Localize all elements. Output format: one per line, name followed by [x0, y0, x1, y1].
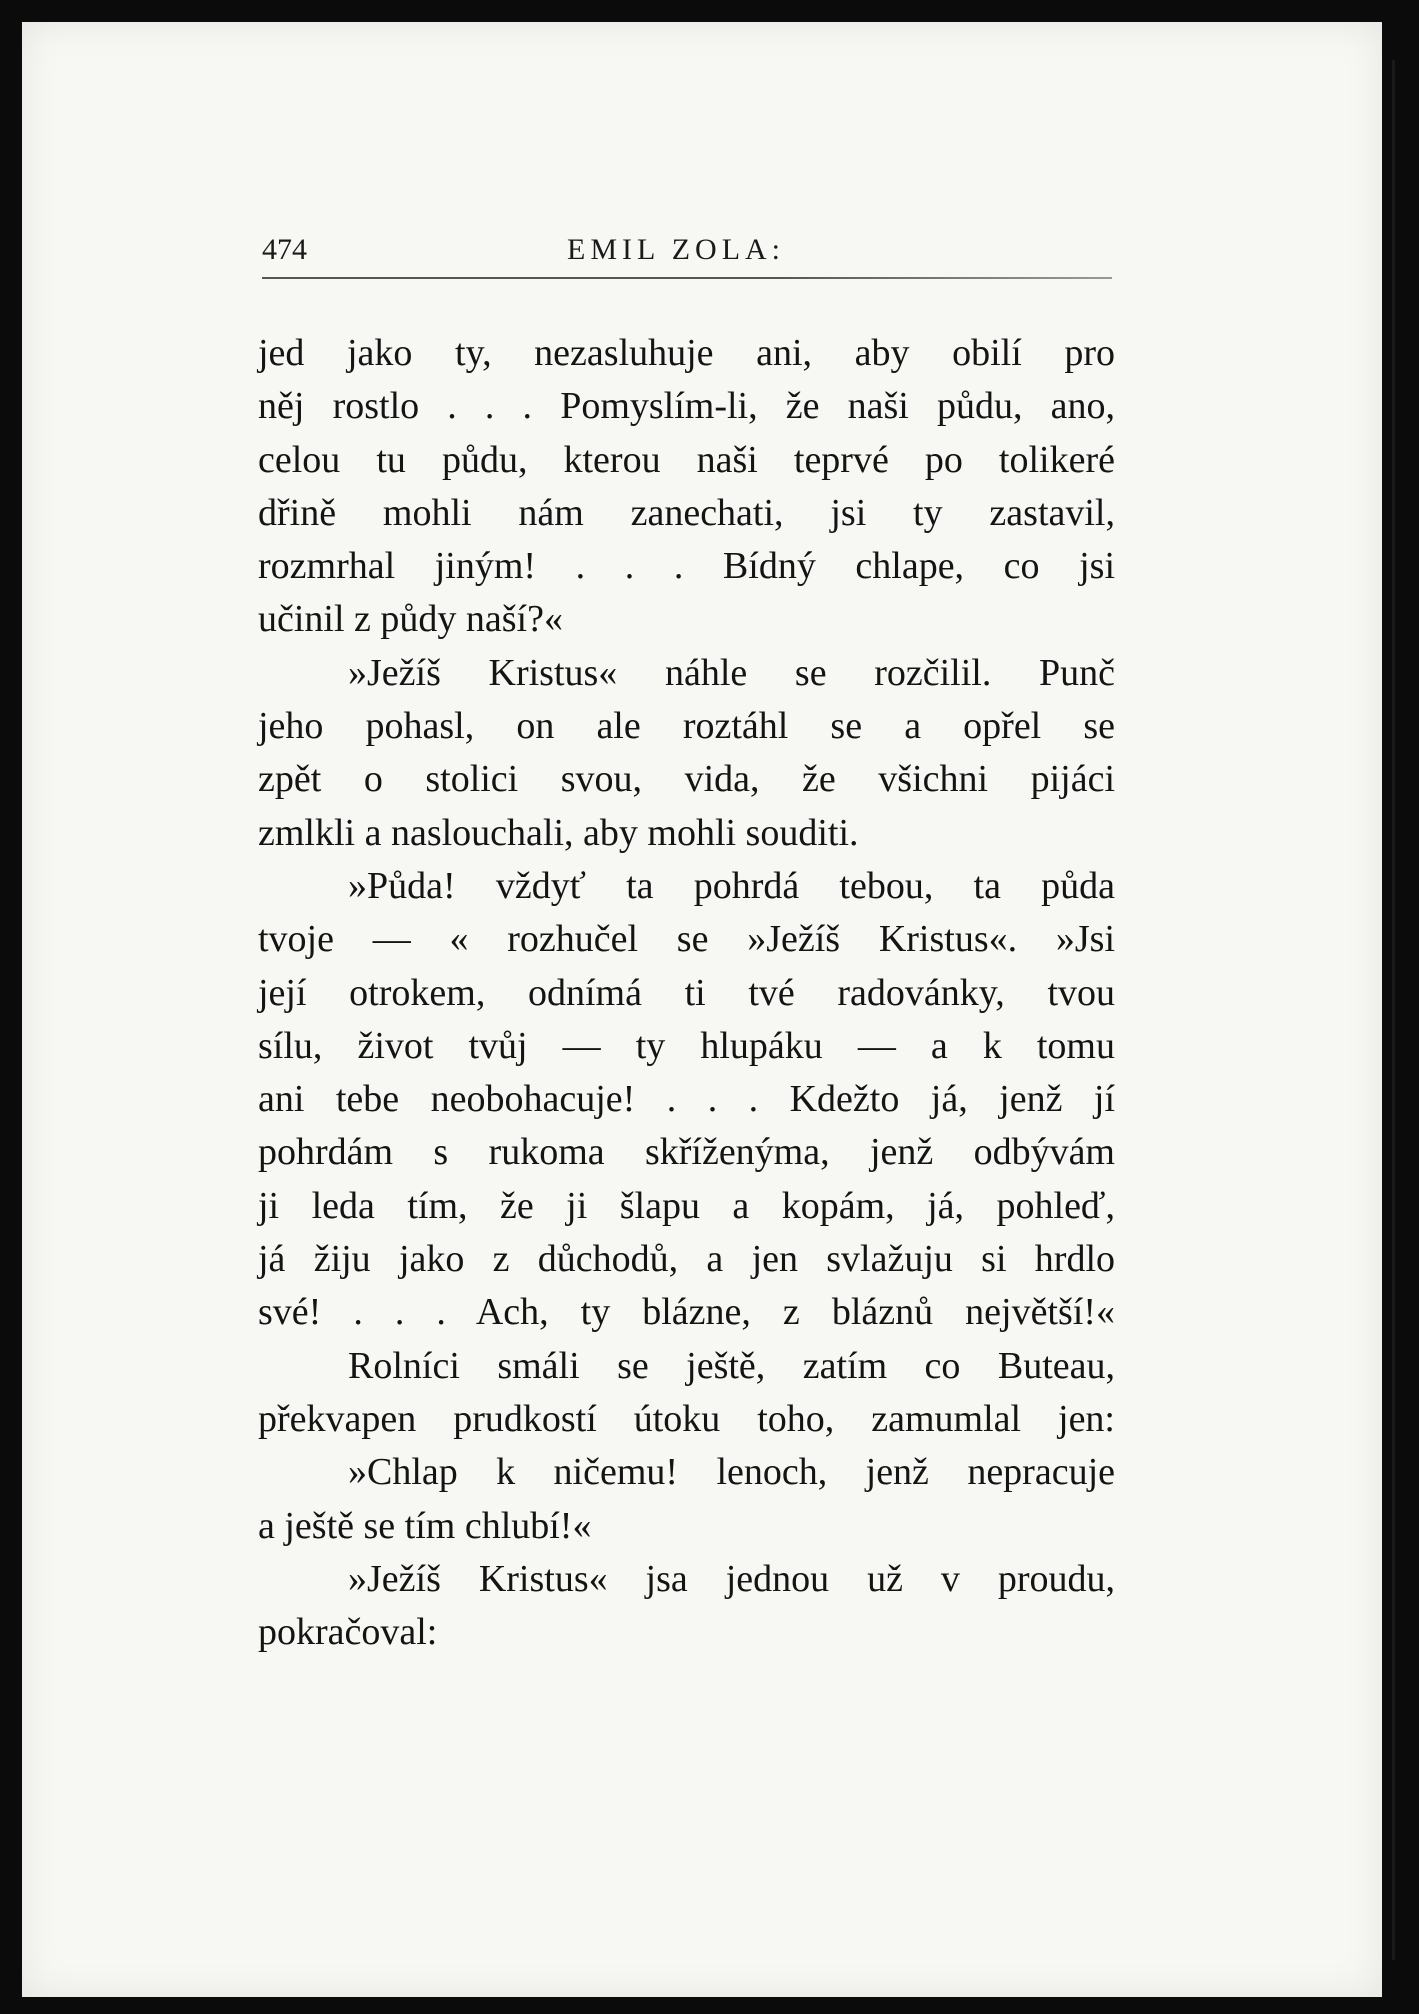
text-line: rozmrhal jiným! . . . Bídný chlape, co jsi — [258, 545, 1115, 588]
text-line: zpět o stolici svou, vida, že všichni pijáci — [258, 758, 1115, 801]
text-line: něj rostlo . . . Pomyslím-li, že naši půdu, ano, — [258, 385, 1115, 428]
body-text — [258, 327, 1115, 1659]
text-line: jeho pohasl, on ale roztáhl se a opřel se — [258, 705, 1115, 748]
scan-edge — [1392, 60, 1395, 1960]
running-title: EMIL ZOLA: — [567, 233, 786, 266]
page-header — [262, 233, 1112, 283]
text-line: »Chlap k ničemu! lenoch, jenž nepracuje — [348, 1451, 1115, 1494]
text-line: pohrdám s rukoma skříženýma, jenž odbývám — [258, 1131, 1115, 1174]
text-line: její otrokem, odnímá ti tvé radovánky, tvou — [258, 971, 1115, 1014]
text-line: ji leda tím, že ji šlapu a kopám, já, pohleď, — [258, 1184, 1115, 1227]
text-line: tvoje — « rozhučel se »Ježíš Kristus«. »Jsi — [258, 918, 1115, 961]
header-rule — [262, 277, 1112, 279]
text-line: pokračoval: — [258, 1611, 438, 1654]
text-line: »Půda! vždyť ta pohrdá tebou, ta půda — [348, 864, 1115, 907]
text-line: své! . . . Ach, ty blázne, z bláznů největší!« — [258, 1291, 1115, 1334]
text-line: »Ježíš Kristus« jsa jednou už v proudu, — [348, 1557, 1115, 1600]
text-line: dřině mohli nám zanechati, jsi ty zastavil, — [258, 491, 1115, 534]
text-line: a ještě se tím chlubí!« — [258, 1504, 592, 1547]
text-line: Rolníci smáli se ještě, zatím co Buteau, — [348, 1344, 1115, 1387]
page-number: 474 — [262, 233, 307, 266]
text-line: já žiju jako z důchodů, a jen svlažuju si hrdlo — [258, 1238, 1115, 1281]
text-line: jed jako ty, nezasluhuje ani, aby obilí pro — [258, 332, 1115, 374]
text-line: učinil z půdy naší?« — [258, 598, 563, 641]
text-line: zmlkli a naslouchali, aby mohli souditi. — [258, 811, 859, 854]
text-line: překvapen prudkostí útoku toho, zamumlal jen: — [258, 1397, 1115, 1440]
text-line: sílu, život tvůj — ty hlupáku — a k tomu — [258, 1024, 1115, 1067]
text-line: »Ježíš Kristus« náhle se rozčilil. Punč — [348, 651, 1115, 694]
text-line: celou tu půdu, kterou naši teprvé po tolikeré — [258, 438, 1115, 481]
text-line: ani tebe neobohacuje! . . . Kdežto já, jenž jí — [258, 1078, 1115, 1121]
